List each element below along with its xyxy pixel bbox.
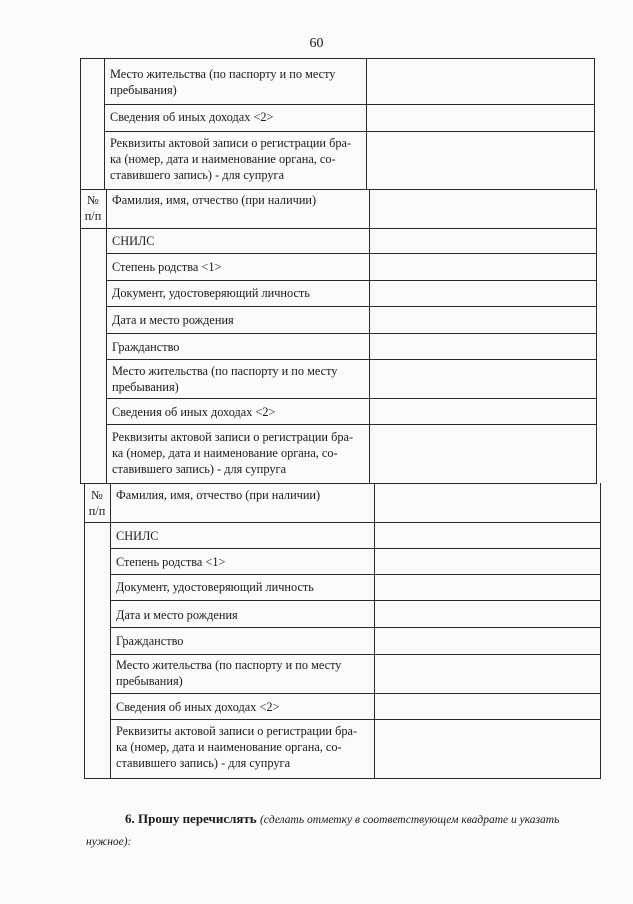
full-name-label: Фамилия, имя, отчество (при наличии) [112, 193, 317, 207]
id-document-label: Документ, удостоверяющий личность [116, 580, 314, 594]
page-number: 60 [309, 36, 324, 51]
payment-hint: (сделать отметку в соответствующем квадрате и указать [259, 814, 560, 826]
relation-label: Степень родства <1> [116, 555, 226, 569]
number-header-symbol: № [87, 193, 99, 207]
relation-label: Степень родства <1> [112, 260, 222, 274]
residence-label: Место жительства (по паспорту и по месту [116, 658, 342, 672]
birth-label: Дата и место рождения [112, 313, 234, 327]
marriage-record-label: Реквизиты актовой записи о регистрации бра- [116, 724, 358, 738]
marriage-record-label-3: ставившего запись) - для супруга [110, 168, 285, 182]
number-header-abbrev: п/п [88, 504, 106, 518]
marriage-record-label-2: ка (номер, дата и наименование органа, со- [116, 740, 342, 754]
full-name-label: Фамилия, имя, отчество (при наличии) [116, 488, 321, 502]
payment-heading: 6. Прошу перечислять [125, 811, 257, 826]
birth-label: Дата и место рождения [116, 608, 238, 622]
residence-label-cont: пребывания) [112, 380, 179, 394]
payment-hint-cont: нужное): [86, 836, 132, 848]
marriage-record-label: Реквизиты актовой записи о регистрации бра- [112, 430, 354, 444]
number-header-abbrev: п/п [84, 209, 102, 223]
marriage-record-label-2: ка (номер, дата и наименование органа, со- [110, 152, 336, 166]
other-income-label: Сведения об иных доходах <2> [110, 110, 274, 124]
marriage-record-label: Реквизиты актовой записи о регистрации бра- [110, 136, 352, 150]
payment-instruction [86, 808, 586, 853]
residence-label: Место жительства (по паспорту и по месту [112, 364, 338, 378]
citizenship-label: Гражданство [116, 634, 184, 648]
residence-label: Место жительства (по паспорту и по месту [110, 67, 336, 81]
id-document-label: Документ, удостоверяющий личность [112, 286, 310, 300]
marriage-record-label-3: ставившего запись) - для супруга [112, 462, 287, 476]
citizenship-label: Гражданство [112, 340, 180, 354]
other-income-label: Сведения об иных доходах <2> [112, 405, 276, 419]
residence-label-cont: пребывания) [110, 83, 177, 97]
marriage-record-label-3: ставившего запись) - для супруга [116, 756, 291, 770]
residence-label-cont: пребывания) [116, 674, 183, 688]
snils-label: СНИЛС [112, 234, 155, 248]
number-header-symbol: № [91, 488, 103, 502]
marriage-record-label-2: ка (номер, дата и наименование органа, со- [112, 446, 338, 460]
snils-label: СНИЛС [116, 529, 159, 543]
other-income-label: Сведения об иных доходах <2> [116, 700, 280, 714]
